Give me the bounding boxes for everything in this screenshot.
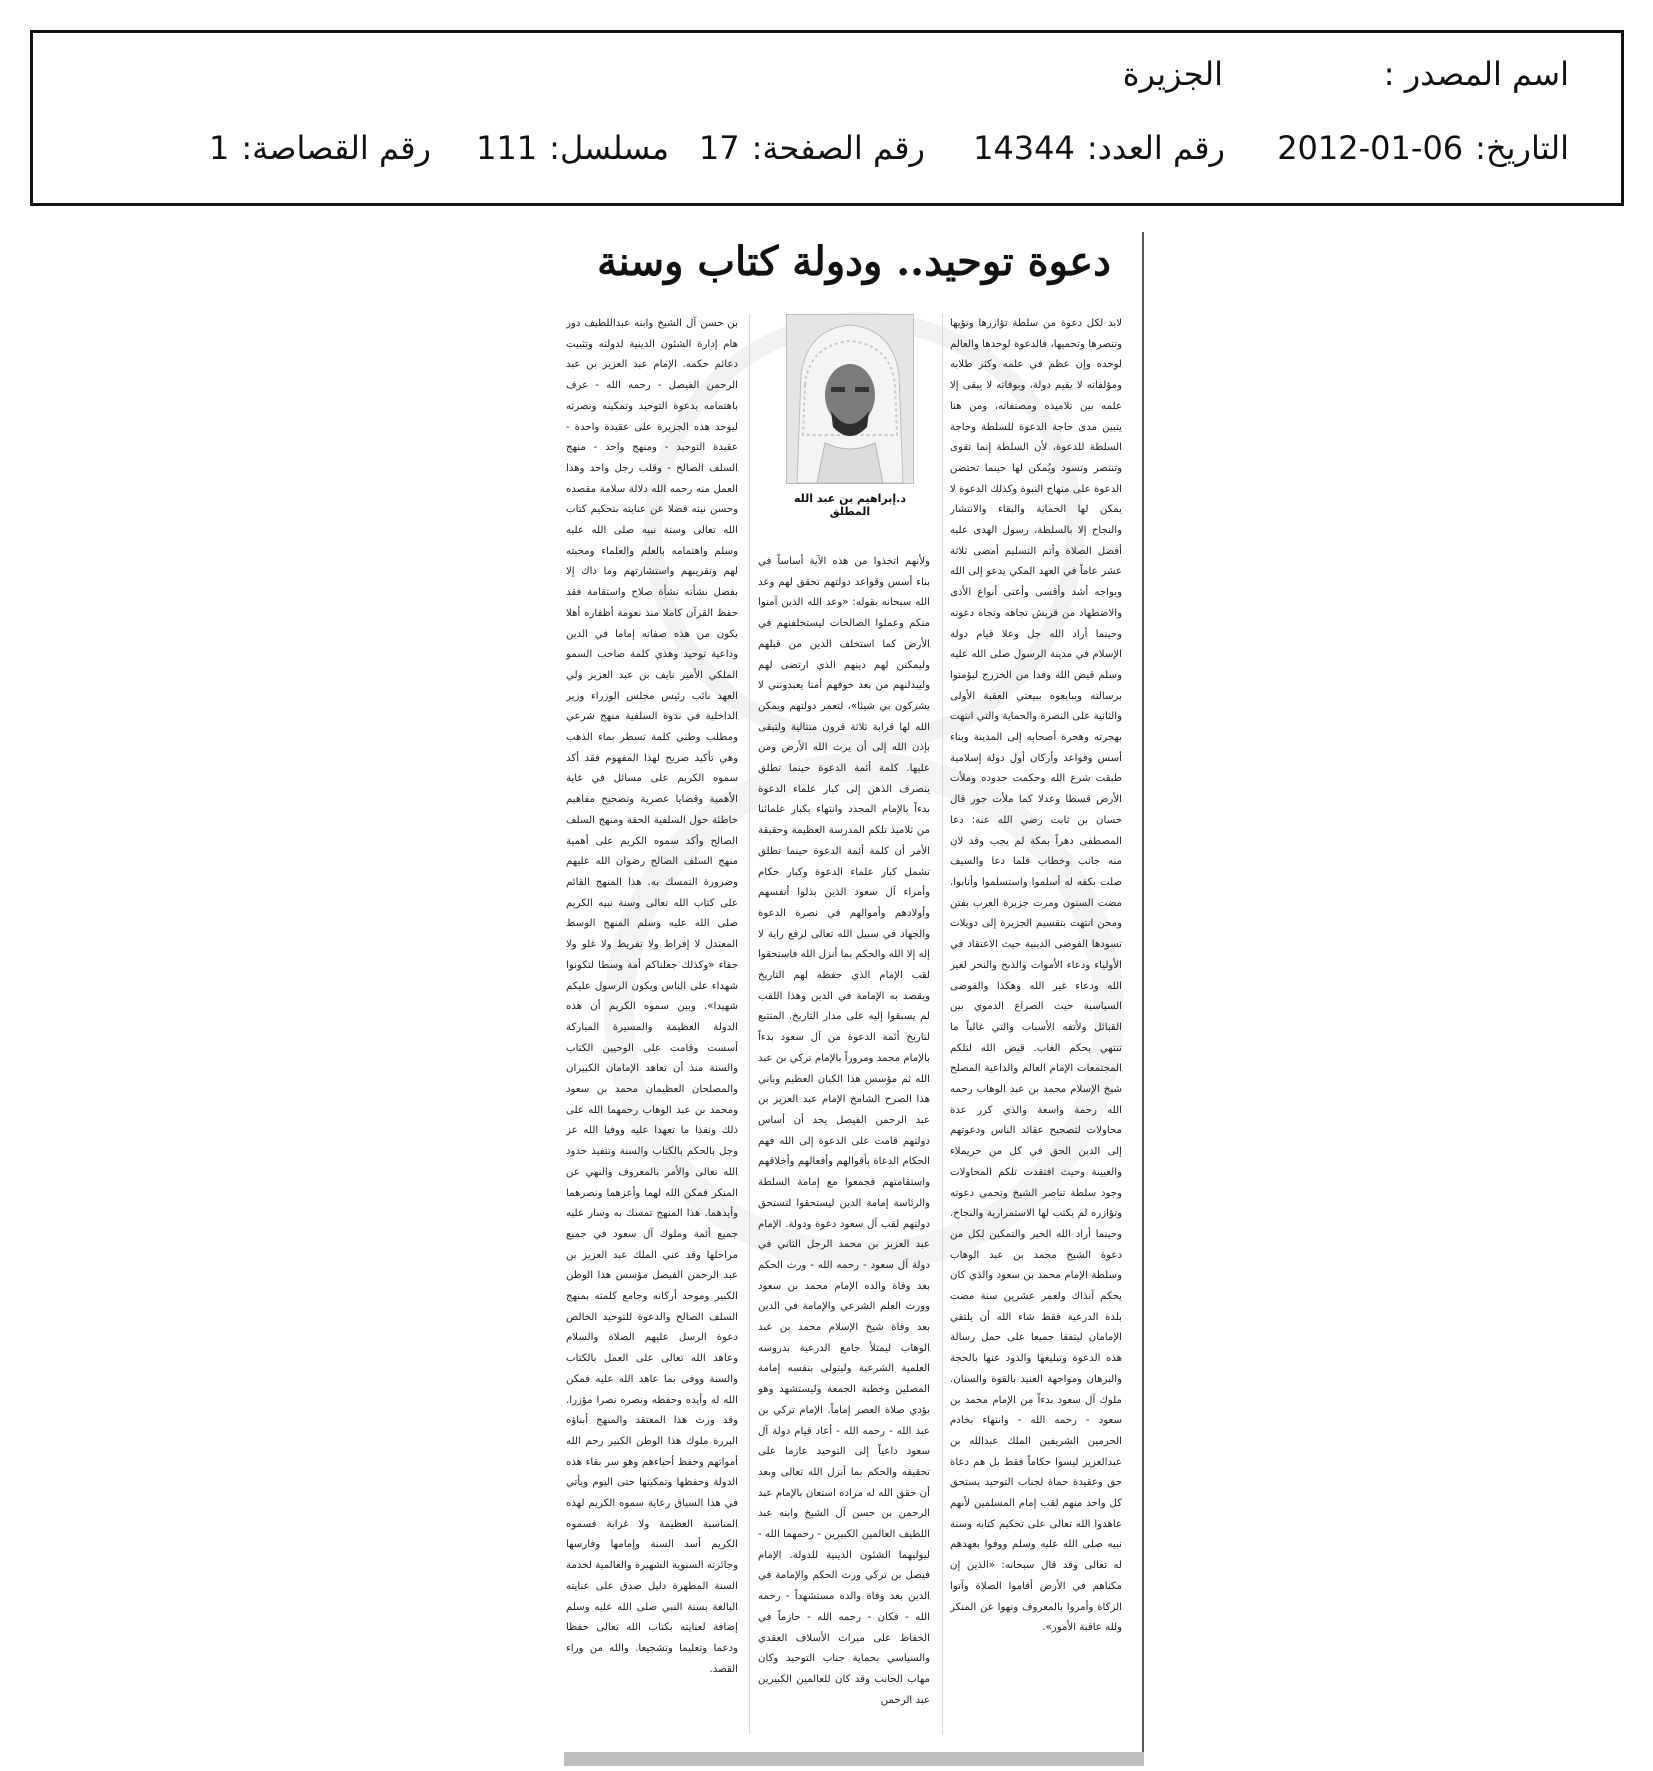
column-divider	[749, 314, 750, 1734]
column-text: لابد لكل دعوة من سلطة تؤازرها وتؤيها وتنصرها وتحميها، فالدعوة لوحدها والعالم لوحده وإن عظم في علمه وكثر طلابه ومؤلفاته لا يقيم دولة، وبوفاته لا يبقى إلا علمه بين تلاميذه ومصنفاته، ومن هنا يتبين مدى حاجة الدعوة للسلطة وحاجة السلطة للدعوة، لأن السلطة إنما تقوى وتنتصر وتسود ويُمكن لها حينما تحتضن الدعوة على منهاج النبوة وكذلك الدعوة لا يمكن لها الحماية والبقاء والانتشار والنجاح إلا بالسلطة، رسول الهدى عليه أفضل الصلاة وأتم التسليم أمضى ثلاثة عشر عاماً في العهد المكي يدعو إلى الله ويواجه أشد وأقسى وأعتى أنواع الأذى والاضطهاد من قريش تجاهه وتجاه دعوته وحينما أراد الله جل وعلا قيام دولة الإسلام في مدينة الرسول صلى الله عليه وسلم قيض الله وفدا من الخزرج ليؤمنوا برسالته ويبايعوه ببيعتي العقبة الأولى والثانية على النصرة والحماية والتي انتهت بهجرته وهجرة أصحابه إلى المدينة وبناء أسس وقواعد وأركان أول دولة إسلامية طبقت شرع الله وحكمت حدوده وملأت الأرض قسطا وعدلا كما ملأت جور قال حسان بن ثابت رضي الله عنه: دعا المصطفى دهراً بمكة لم يجب وقد لان منه جانب وخطاب فلما دعا والسيف صلت بكفه له أسلموا واستسلموا وأنابوا. مضت السنون ومرت جزيرة العرب بفتن ومحن انتهت بتقسيم الجزيرة إلى دويلات تسودها الفوضى الدينية حيث الاعتقاد في الأولياء ودعاء الأموات والذبح والنحر لغير الله ودعاء غير الله وهكذا والفوضى السياسية حيث الصراع الدموي بين القبائل ولأتفه الأسباب والتي غالباً ما تنتهي بحكم الغاب. قيض الله لتلكم المجتمعات الإمام العالم والداعية المصلح شيخ الإسلام محمد بن عبد الوهاب رحمه الله رحمة واسعة والذي كرر عدة محاولات لتصحيح عقائد الناس ودعوتهم إلى الدين الحق في كل من حريملاء والعيينة وحيث افتقدت تلكم المحاولات وجود سلطة تناصر الشيخ وتحمي دعوته وتؤازره لم يكتب لها الاستمرارية والنجاح. وحينما أراد الله الخير والتمكين لكل من دعوة الشيخ محمد بن عبد الوهاب وسلطة الإمام محمد بن سعود والذي كان يحكم آنذاك ولعمر عشرين سنة مضت بلدة الدرعية فقط شاء الله أن يلتقي الإمامان ليتفقا جميعا على حمل رسالة هذه الدعوة وتبليغها والذود عنها بالحجة والبرهان ومواجهة العنيد بالقوة والسنان. ملوك آل سعود بدءاً من الإمام محمد بن سعود - رحمه الله - وانتهاء بخادم الحرمين الشريفين الملك عبدالله بن عبدالعزيز ليسوا حكاماً فقط بل هم دعاة حق وعقيدة حماة لجناب التوحيد يستحق كل واحد منهم لقب إمام المسلمين لأنهم عاهدوا الله تعالى على تحكيم كتابه وسنة نبيه صلى الله عليه وسلم ووفوا بعهدهم له تعالى وقد قال سبحانه: «الذين إن مكناهم في الأرض أقاموا الصلاة وآتوا الزكاة وأمروا بالمعروف ونهوا عن المنكر ولله عاقبة الأمور».	[950, 318, 1122, 1634]
author-portrait-image	[787, 315, 913, 483]
page-label: رقم الصفحة:	[751, 129, 925, 167]
article-column-middle	[758, 552, 930, 1734]
newspaper-clipping	[564, 232, 1144, 1752]
clipping-edge-rule	[1142, 232, 1144, 1752]
clip-value: 1	[208, 129, 230, 167]
column-text: بن حسن آل الشيخ وابنه عبداللطيف دور هام إدارة الشئون الدينية لدولته وتثبيت دعائم حكمه. الإمام عبد العزيز بن عبد الرحمن الفيصل - رحمه الله - عرف باهتمامه بدعوة التوحيد وتمكينه ونصرته ليوحد هذه الجزيرة على عقيدة واحدة - عقيدة التوحيد - ومنهج واحد - منهج السلف الصالح - وقلب رجل واحد وهذا العمل منه رحمه الله دلالة سلامة مقصده وحسن نيته فضلا عن عنايته بتحكيم كتاب الله تعالى وسنة نبيه صلى الله عليه وسلم واهتمامه بالعلم والعلماء ومحبته لهم وتقريبهم واستشارتهم وما ذاك إلا بفضل نشأته نشأة صلاح واستقامة فقد حفظ القرآن كاملا منذ نعومة أظفاره أهلا يكون من هذه صفاته إماما في الدين وداعية توحيد وهذي كلمة صاحب السمو الملكي الأمير نايف بن عبد العزيز ولي العهد نائب رئيس مجلس الوزراء وزير الداخلية في ندوة السلفية منهج شرعي ومطلب وطني كلمة تسطر بماء الذهب وهي تأكيد صريح لهذا المفهوم فقد أكد سموه الكريم على مسائل في غاية الأهمية وقضايا عصرية وتصحيح مفاهيم خاطئة حول السلفية الحقة ومنهج السلف الصالح وأكد سموه الكريم على أهمية منهج السلف الصالح رضوان الله عليهم وضرورة التمسك به. هذا المنهج القائم على كتاب الله تعالى وسنة نبيه الكريم صلى الله عليه وسلم المنهج الوسط المعتدل لا إفراط ولا تفريط ولا غلو ولا جفاء «وكذلك جعلناكم أمة وسطا لتكونوا شهداء على الناس ويكون الرسول عليكم شهيدا». وبين سموه الكريم أن هذه الدولة العظيمة والمسيرة المباركة أسست وقامت على الوحيين الكتاب والسنة منذ أن تعاهد الإمامان الكبيران والمصلحان العظيمان محمد بن سعود ومحمد بن عبد الوهاب رحمهما الله على ذلك ونفذا ما تعهدا عليه ووفيا الله عز وجل بالحكم بالكتاب والسنة وتنفيذ حدود الله تعالى والأمر بالمعروف والنهي عن المنكر فمكن الله لهما وأعزهما ونصرهما وأيدهما. هذا المنهج تمسك به وسار عليه جميع أئمة وملوك آل سعود في جميع مراحلها وقد عني الملك عبد العزيز بن عبد الرحمن الفيصل مؤسس هذا الوطن الكبير وموحد أركانه وجامع كلمته بمنهج السلف الصالح والدعوة للتوحيد الخالص دعوة الرسل عليهم الصلاة والسلام وعاهد الله تعالى على العمل بالكتاب والسنة ووفى بما عاهد الله عليه فمكن الله له وأيده وحفظه ونصره نصرا مؤزرا. وقد ورث هذا المعتقد والمنهج أبناؤه البررة ملوك هذا الوطن الكبير رحم الله أمواتهم وحفظ أحياءهم وهو سر بقاء هذه الدولة وحفظها وتمكينها حتى اليوم ويأتي في هذا السياق رعاية سموه الكريم لهذه المناسبة العظيمة ولا غرابة فسموه الكريم أسد السنة وإمامها وفارسها وجائزته السنوية الشهيرة والعالمية لخدمة السنة المطهرة دليل صدق على عنايته البالغة بسنة النبي صلى الله عليه وسلم إضافة لعنايته بكتاب الله تعالى حفظا ودعما وتعليما وتشجيعا. والله من وراء القصد.	[566, 318, 738, 1675]
source-field	[1384, 55, 1569, 93]
page-field	[699, 129, 925, 167]
column-divider	[942, 314, 943, 1734]
author-photo	[786, 314, 914, 484]
clip-label: رقم القصاصة:	[241, 129, 431, 167]
date-field	[1277, 129, 1569, 167]
article-title: دعوة توحيد.. ودولة كتاب وسنة	[597, 238, 1111, 285]
serial-label: مسلسل:	[549, 129, 669, 167]
source-value: الجزيرة	[1122, 55, 1223, 93]
date-value: 2012-01-06	[1277, 129, 1464, 167]
article-column-right	[950, 314, 1122, 1734]
issue-value: 14344	[973, 129, 1075, 167]
clipping-bottom-strip	[564, 1752, 1144, 1766]
author-name: د.إبراهيم بن عبد الله المطلق	[793, 492, 907, 518]
source-value-field	[1123, 55, 1223, 93]
serial-value: 111	[476, 129, 538, 167]
serial-field	[476, 129, 669, 167]
issue-field	[973, 129, 1225, 167]
clip-field	[209, 129, 431, 167]
metadata-box	[30, 30, 1624, 206]
source-label: اسم المصدر :	[1383, 55, 1569, 93]
article-column-left	[566, 314, 738, 1734]
page-value: 17	[698, 129, 740, 167]
date-label: التاريخ:	[1475, 129, 1569, 167]
author-block	[784, 314, 916, 518]
issue-label: رقم العدد:	[1086, 129, 1225, 167]
column-text: ولأنهم اتخذوا من هذه الآية أساساً في بناء أسس وقواعد دولتهم تحقق لهم وعد الله سبحانه بقوله: «وعد الله الذين آمنوا منكم وعملوا الصالحات ليستخلفنهم في الأرض كما استخلف الذين من قبلهم وليمكنن لهم دينهم الذي ارتضى لهم وليبدلنهم من بعد خوفهم أمنا يعبدونني لا يشركون بي شيئا»، لتعمر دولتهم ويمكن الله لها قرابة ثلاثة قرون متتالية ولتبقى بإذن الله إلى أن يرث الله الأرض ومن عليها. كلمة أئمة الدعوة حينما تطلق ينصرف الذهن إلى كبار علماء الدعوة بدءاً بالإمام المجدد وانتهاء بكبار علمائنا من تلاميذ تلكم المدرسة العظيمة وحقيقة الأمر أن كلمة أئمة الدعوة حينما تطلق تشمل كبار علماء الدعوة وكبار حكام وأمراء آل سعود الذين بذلوا أنفسهم وأولادهم وأموالهم في نصرة الدعوة والجهاد في سبيل الله تعالى لرفع راية لا إله إلا الله والحكم بما أنزل الله فاستحقوا لقب الإمام الذي حفظه لهم التاريخ ويقصد به الإمامة في الدين وهذا اللقب لم يسبقوا إليه على مدار التاريخ. المتتبع لتاريخ أئمة الدعوة من آل سعود بدءاً بالإمام محمد ومروراً بالإمام تركي بن عبد الله ثم مؤسس هذا الكيان العظيم وباني هذا الصرح الشامخ الإمام عبد العزيز بن عبد الرحمن الفيصل يجد أن أساس دولتهم قامت على الدعوة إلى الله فهم الحكام الدعاة بأقوالهم وأفعالهم وأخلاقهم واستقامتهم فجمعوا مع إمامة السلطة والرئاسة إمامة الدين ليستحقوا لتستحق دولتهم لقب آل سعود دعوة ودولة. الإمام عبد العزيز بن محمد الرجل الثاني في دولة آل سعود - رحمه الله - ورث الحكم بعد وفاة والده الإمام محمد بن سعود وورث العلم الشرعي والإمامة في الدين بعد وفاة شيخ الإسلام محمد بن عبد الوهاب ليمتلأ جامع الدرعية بدروسه العلمية الشرعية وليتولى بنفسه إمامة المصلين وخطبة الجمعة وليستشهد وهو يؤدي صلاة العصر إماماً. الإمام تركي بن عبد الله - رحمه الله - أعاد قيام دولة آل سعود داعياً إلى التوحيد عازما على تحقيقه والحكم بما أنزل الله تعالى وبعد أن حقق الله له مراده استعان بالإمام عبد الرحمن بن حسن آل الشيخ وابنه عبد اللطيف العالمين الكبيرين - رحمهما الله - ليوليهما الشئون الدينية للدولة. الإمام فيصل بن تركي ورث الحكم والإمامة في الدين بعد وفاة والده مستشهداً - رحمه الله - فكان - رحمه الله - حازماً في الحفاظ على ميراث الأسلاف العقدي والسياسي بحماية جناب التوحيد وكان مهاب الجانب وقد كان للعالمين الكبيرين عبد الرحمن	[758, 556, 930, 1706]
